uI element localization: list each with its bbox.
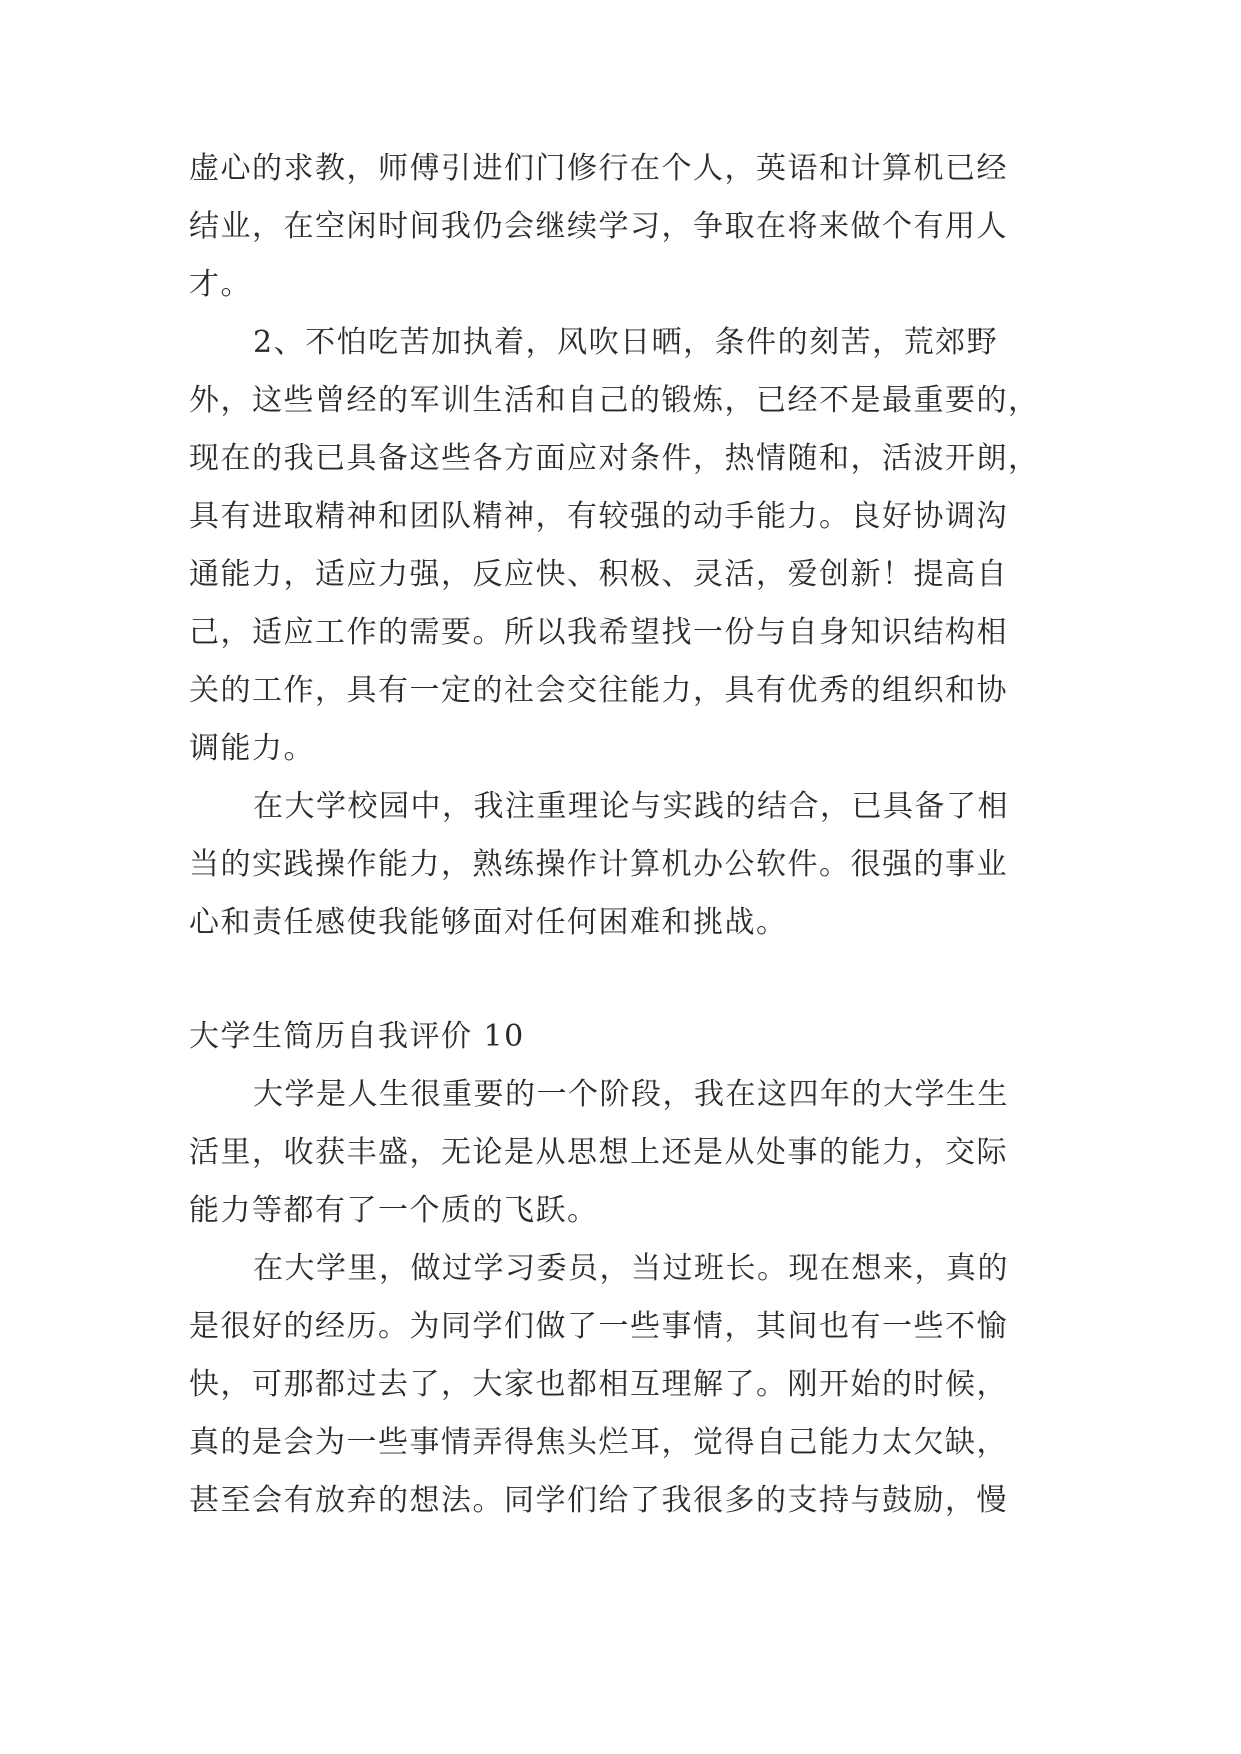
text-line: 具有进取精神和团队精神，有较强的动手能力。良好协调沟 [189, 499, 1008, 534]
paragraph-continuation [189, 140, 1059, 314]
text-line: 在大学里，做过学习委员，当过班长。现在想来，真的 [253, 1251, 1009, 1286]
section-gap [189, 952, 1059, 1008]
text-line: 活里，收获丰盛，无论是从思想上还是从处事的能力，交际 [189, 1135, 1008, 1170]
text-line: 在大学校园中，我注重理论与实践的结合，已具备了相 [253, 789, 1009, 824]
text-line: 大学是人生很重要的一个阶段，我在这四年的大学生生 [253, 1077, 1009, 1112]
paragraph-university [189, 1066, 1059, 1240]
section-heading: 大学生简历自我评价 10 [189, 1019, 525, 1054]
text-line: 现在的我已具备这些各方面应对条件，热情随和，活波开朗， [189, 441, 1040, 476]
text-line: 结业，在空闲时间我仍会继续学习，争取在将来做个有用人 [189, 209, 1008, 244]
text-line: 己，适应工作的需要。所以我希望找一份与自身知识结构相 [189, 615, 1008, 650]
text-line: 真的是会为一些事情弄得焦头烂耳，觉得自己能力太欠缺， [189, 1425, 1008, 1460]
text-line: 当的实践操作能力，熟练操作计算机办公软件。很强的事业 [189, 847, 1008, 882]
text-line: 快，可那都过去了，大家也都相互理解了。刚开始的时候， [189, 1367, 1008, 1402]
text-line: 甚至会有放弃的想法。同学们给了我很多的支持与鼓励，慢 [189, 1483, 1008, 1518]
text-line: 通能力，适应力强，反应快、积极、灵活，爱创新！提高自 [189, 557, 1008, 592]
text-line: 才。 [189, 267, 252, 302]
text-line: 调能力。 [189, 731, 315, 766]
text-line: 虚心的求教，师傅引进们门修行在个人，英语和计算机已经 [189, 151, 1008, 186]
text-line: 2、不怕吃苦加执着，风吹日晒，条件的刻苦，荒郊野 [253, 325, 999, 360]
document-body [189, 140, 1059, 1530]
paragraph-experience [189, 1240, 1059, 1530]
text-line: 是很好的经历。为同学们做了一些事情，其间也有一些不愉 [189, 1309, 1008, 1344]
paragraph-campus [189, 778, 1059, 952]
text-line: 关的工作，具有一定的社会交往能力，具有优秀的组织和协 [189, 673, 1008, 708]
text-line: 外，这些曾经的军训生活和自己的锻炼，已经不是最重要的， [189, 383, 1040, 418]
text-line: 心和责任感使我能够面对任何困难和挑战。 [189, 905, 788, 940]
paragraph-point-2 [189, 314, 1059, 778]
text-line: 能力等都有了一个质的飞跃。 [189, 1193, 599, 1228]
